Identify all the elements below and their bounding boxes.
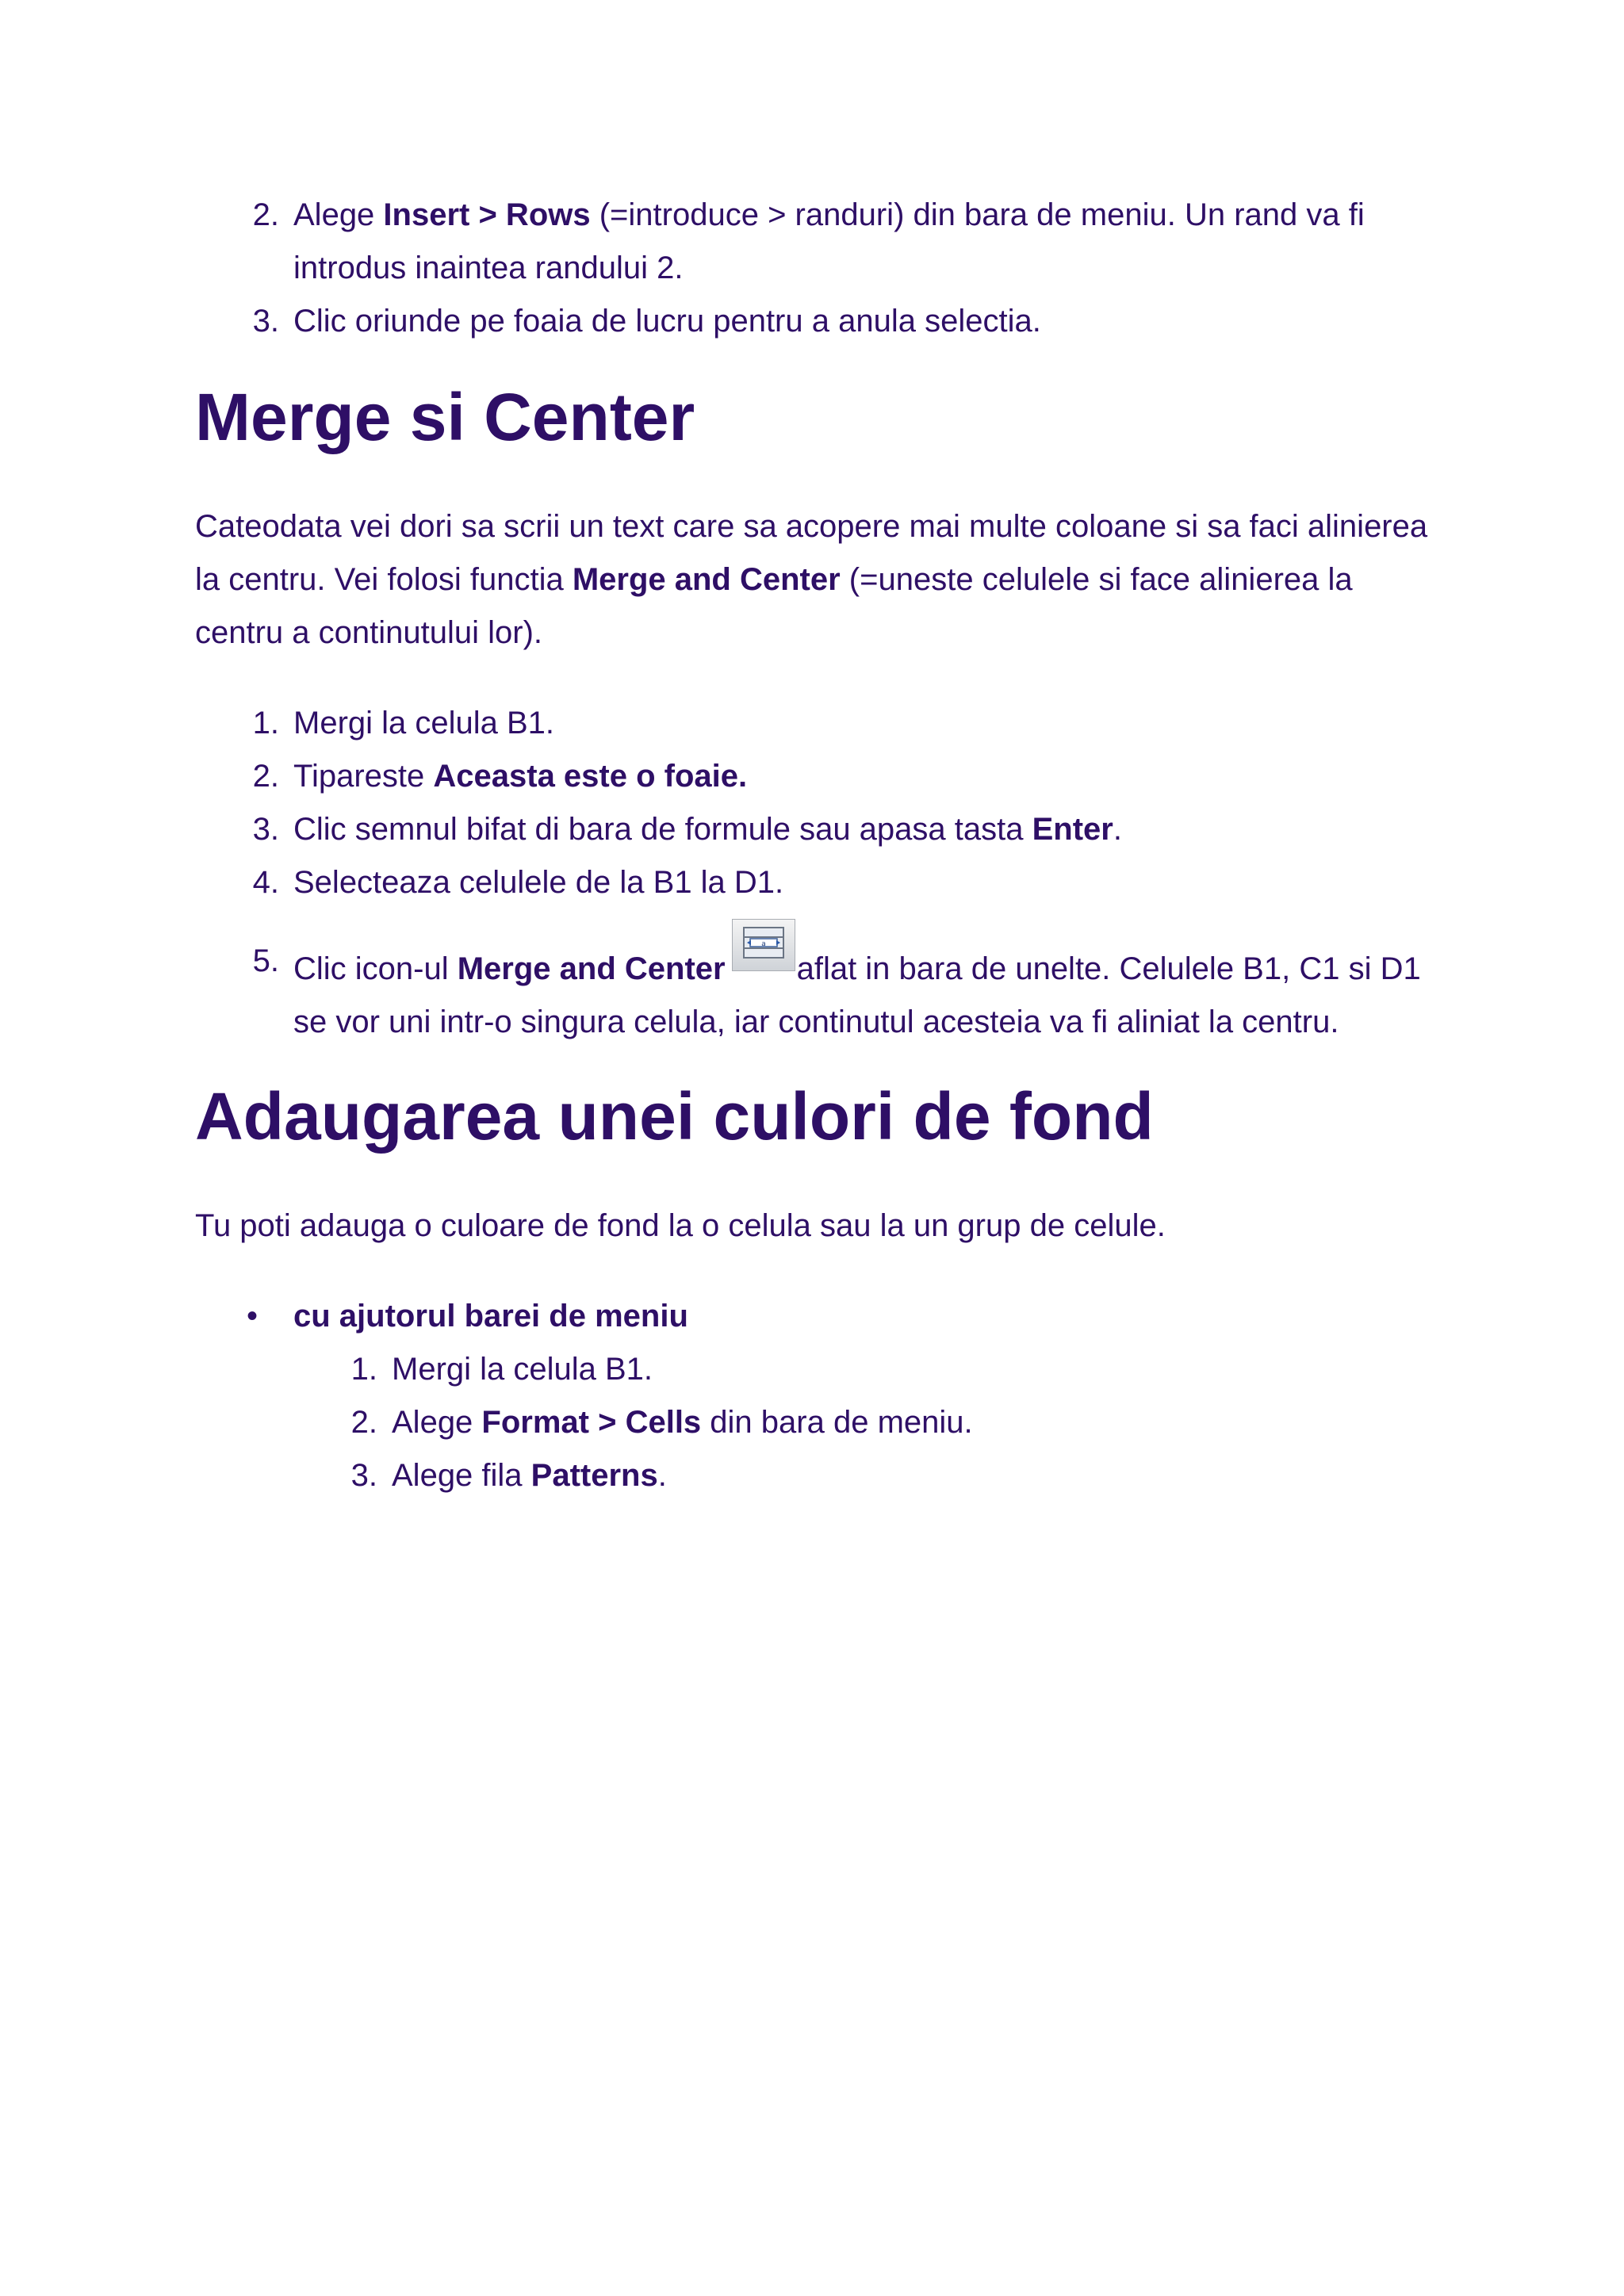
list-number: 1.: [252, 706, 279, 740]
top-list: [195, 189, 1448, 348]
list-item: 2. Alege Format > Cells din bara de meniu.: [195, 1396, 1448, 1449]
color-bullet-list: [195, 1290, 1448, 1343]
list-item: 2. Tipareste Aceasta este o foaie.: [195, 750, 1448, 803]
list-item: 2. Alege Insert > Rows (=introduce > randuri) din bara de meniu. Un rand va fi introdus inaintea randului 2.: [195, 189, 1448, 295]
list-item: 3. Alege fila Patterns.: [195, 1449, 1448, 1502]
merge-section-title: Merge si Center: [195, 380, 695, 454]
list-number: 1.: [350, 1352, 377, 1387]
list-number: 3.: [252, 304, 279, 339]
list-number: 2.: [252, 759, 279, 794]
list-number: 3.: [350, 1458, 377, 1493]
color-intro-paragraph: Tu poti adauga o culoare de fond la o celula sau la un grup de celule.: [195, 1208, 1166, 1243]
merge-and-center-icon: [732, 919, 795, 971]
list-number: 5.: [252, 943, 279, 978]
list-item: 1. Mergi la celula B1.: [195, 1343, 1448, 1396]
merge-intro-paragraph: Cateodata vei dori sa scrii un text care sa acopere mai multe coloane si sa faci alinierea la centru. Vei folosi functia Merge and Center (=uneste celulele si face alinierea la centru a continutului lor).: [195, 509, 1428, 650]
svg-text:a: a: [760, 940, 766, 948]
page-content: [195, 189, 1448, 1502]
list-item: 1. Mergi la celula B1.: [195, 697, 1448, 750]
list-number: 3.: [252, 812, 279, 847]
color-substeps-list: [195, 1343, 1448, 1502]
merge-steps-list: [195, 697, 1448, 1049]
list-number: 4.: [252, 865, 279, 900]
bullet-item: • cu ajutorul barei de meniu: [195, 1290, 1448, 1343]
list-item: 3. Clic oriunde pe foaia de lucru pentru a anula selectia.: [195, 295, 1448, 348]
list-number: 2.: [350, 1405, 377, 1440]
list-item: 4. Selecteaza celulele de la B1 la D1.: [195, 856, 1448, 909]
list-number: 2.: [252, 197, 279, 232]
color-section-title: Adaugarea unei culori de fond: [195, 1079, 1154, 1154]
list-item: 5. Clic icon-ul Merge and Center a aflat in bara de unelte. Celulele B1, C1 si D1 se vor uni intr-o singura celula, iar continutul acesteia va fi aliniat la centru.: [195, 935, 1448, 1049]
list-item: 3. Clic semnul bifat di bara de formule sau apasa tasta Enter.: [195, 803, 1448, 856]
bullet-icon: •: [247, 1299, 259, 1334]
